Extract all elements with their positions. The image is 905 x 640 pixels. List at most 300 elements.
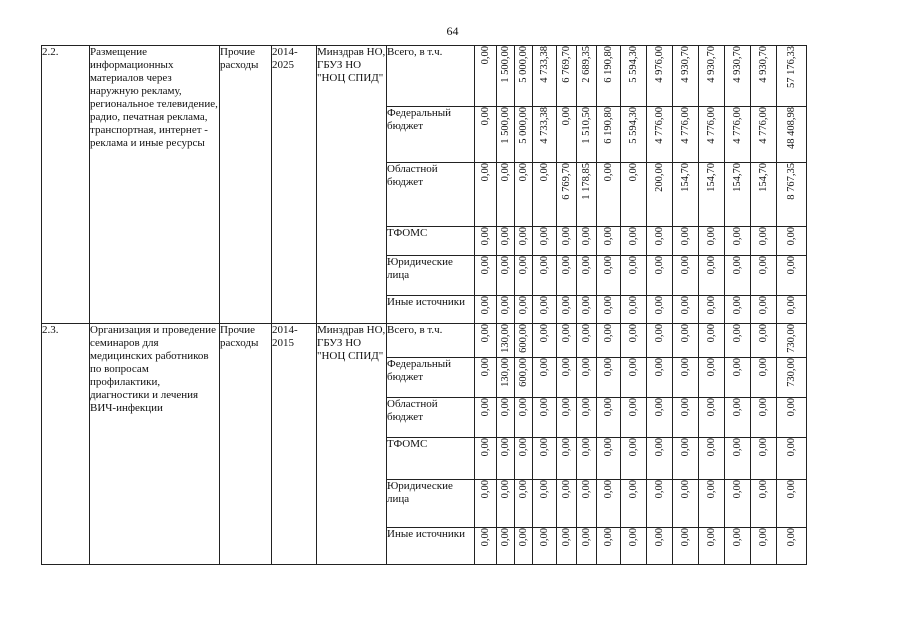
- value-text: 0,00: [680, 528, 691, 547]
- value-cell: [597, 398, 621, 438]
- value-text: 1 500,00: [500, 46, 511, 83]
- value-cell: [597, 227, 621, 256]
- value-text: 4 930,70: [680, 46, 691, 83]
- item-description: Размещение информационных материалов через наружную рекламу, региональное телевидение, радио, печатная реклама, транспортная, интернет - реклама и иные ресурсы: [90, 46, 220, 324]
- value-cell: [725, 528, 751, 565]
- value-text: 0,00: [561, 528, 572, 547]
- funding-source-label: Всего, в т.ч.: [387, 324, 475, 358]
- value-text: 0,00: [732, 324, 743, 343]
- value-cell: [725, 358, 751, 398]
- value-cell: [647, 296, 673, 324]
- value-cell: [475, 480, 497, 528]
- value-cell: [557, 438, 577, 480]
- funding-source-label: ТФОМС: [387, 227, 475, 256]
- table-row: [42, 46, 807, 107]
- value-text: 0,00: [732, 256, 743, 275]
- value-text: 0,00: [603, 227, 614, 246]
- value-text: 0,00: [680, 227, 691, 246]
- value-cell: [597, 358, 621, 398]
- value-text: 0,00: [603, 324, 614, 343]
- value-text: 57 176,33: [786, 46, 797, 88]
- value-cell: [577, 398, 597, 438]
- value-text: 0,00: [539, 163, 550, 182]
- value-cell: [777, 324, 807, 358]
- value-text: 0,00: [500, 398, 511, 417]
- value-text: 4 776,00: [758, 107, 769, 144]
- value-cell: [515, 358, 533, 398]
- value-cell: [557, 296, 577, 324]
- value-cell: [597, 107, 621, 163]
- value-cell: [533, 398, 557, 438]
- value-cell: [577, 256, 597, 296]
- value-cell: [673, 163, 699, 227]
- funding-source-label: Федеральный бюджет: [387, 358, 475, 398]
- value-cell: [577, 438, 597, 480]
- value-text: 48 408,98: [786, 107, 797, 149]
- value-text: 0,00: [654, 358, 665, 377]
- value-cell: [515, 398, 533, 438]
- value-text: 154,70: [732, 163, 743, 192]
- value-text: 0,00: [581, 296, 592, 315]
- value-text: 6 769,70: [561, 163, 572, 200]
- value-text: 0,00: [758, 358, 769, 377]
- value-cell: [699, 358, 725, 398]
- value-text: 4 930,70: [758, 46, 769, 83]
- value-cell: [597, 296, 621, 324]
- value-text: 1 510,50: [581, 107, 592, 144]
- value-cell: [597, 528, 621, 565]
- value-cell: [751, 358, 777, 398]
- value-cell: [557, 163, 577, 227]
- funding-source-label: Юридические лица: [387, 480, 475, 528]
- value-text: 0,00: [561, 227, 572, 246]
- funding-source-label: Иные источники: [387, 528, 475, 565]
- value-cell: [515, 528, 533, 565]
- value-text: 0,00: [732, 296, 743, 315]
- value-text: 0,00: [480, 324, 491, 343]
- value-cell: [475, 256, 497, 296]
- value-cell: [497, 358, 515, 398]
- value-text: 0,00: [603, 358, 614, 377]
- value-text: 0,00: [680, 256, 691, 275]
- value-text: 0,00: [654, 398, 665, 417]
- value-text: 0,00: [758, 256, 769, 275]
- value-text: 0,00: [480, 107, 491, 126]
- value-cell: [557, 324, 577, 358]
- value-text: 200,00: [654, 163, 665, 192]
- value-cell: [673, 398, 699, 438]
- value-cell: [497, 324, 515, 358]
- value-cell: [577, 163, 597, 227]
- value-cell: [533, 163, 557, 227]
- value-cell: [725, 296, 751, 324]
- value-cell: [475, 358, 497, 398]
- value-text: 0,00: [603, 528, 614, 547]
- value-cell: [475, 398, 497, 438]
- value-text: 0,00: [581, 528, 592, 547]
- value-cell: [475, 528, 497, 565]
- value-text: 0,00: [539, 256, 550, 275]
- value-cell: [725, 46, 751, 107]
- value-text: 0,00: [758, 227, 769, 246]
- value-cell: [597, 46, 621, 107]
- value-text: 0,00: [561, 256, 572, 275]
- value-text: 0,00: [480, 296, 491, 315]
- value-text: 0,00: [628, 480, 639, 499]
- value-cell: [515, 46, 533, 107]
- value-text: 130,00: [500, 324, 511, 353]
- value-cell: [515, 163, 533, 227]
- value-text: 0,00: [581, 227, 592, 246]
- value-cell: [597, 438, 621, 480]
- value-text: 0,00: [786, 296, 797, 315]
- value-cell: [621, 358, 647, 398]
- funding-source-label: Юридические лица: [387, 256, 475, 296]
- value-cell: [533, 480, 557, 528]
- value-cell: [673, 256, 699, 296]
- value-text: 0,00: [539, 358, 550, 377]
- value-text: 0,00: [758, 398, 769, 417]
- value-cell: [673, 438, 699, 480]
- value-cell: [699, 296, 725, 324]
- funding-source-label: Областной бюджет: [387, 163, 475, 227]
- value-cell: [621, 480, 647, 528]
- value-cell: [751, 528, 777, 565]
- value-text: 0,00: [603, 480, 614, 499]
- value-cell: [533, 107, 557, 163]
- value-text: 0,00: [539, 398, 550, 417]
- value-text: 0,00: [518, 256, 529, 275]
- value-cell: [577, 480, 597, 528]
- value-cell: [647, 528, 673, 565]
- value-text: 1 500,00: [500, 107, 511, 144]
- value-cell: [475, 296, 497, 324]
- value-text: 0,00: [539, 227, 550, 246]
- value-text: 0,00: [628, 296, 639, 315]
- value-cell: [699, 398, 725, 438]
- value-text: 0,00: [500, 256, 511, 275]
- value-text: 4 776,00: [732, 107, 743, 144]
- value-cell: [621, 46, 647, 107]
- value-text: 0,00: [480, 163, 491, 182]
- value-text: 0,00: [539, 528, 550, 547]
- value-text: 0,00: [581, 438, 592, 457]
- value-text: 0,00: [518, 480, 529, 499]
- value-cell: [497, 227, 515, 256]
- value-text: 0,00: [758, 438, 769, 457]
- value-text: 0,00: [628, 227, 639, 246]
- value-cell: [577, 107, 597, 163]
- value-text: 0,00: [680, 480, 691, 499]
- value-text: 0,00: [500, 163, 511, 182]
- value-text: 0,00: [518, 227, 529, 246]
- value-cell: [673, 480, 699, 528]
- value-text: 0,00: [654, 438, 665, 457]
- value-text: 0,00: [603, 438, 614, 457]
- value-text: 0,00: [628, 528, 639, 547]
- value-text: 0,00: [539, 438, 550, 457]
- value-text: 0,00: [654, 324, 665, 343]
- value-text: 4 733,38: [539, 46, 550, 83]
- value-cell: [475, 227, 497, 256]
- value-text: 0,00: [500, 480, 511, 499]
- value-cell: [577, 324, 597, 358]
- budget-table: [41, 45, 807, 565]
- value-text: 0,00: [561, 296, 572, 315]
- value-text: 0,00: [654, 480, 665, 499]
- value-text: 6 190,80: [603, 107, 614, 144]
- value-cell: [533, 528, 557, 565]
- value-cell: [515, 227, 533, 256]
- value-cell: [475, 163, 497, 227]
- item-executor: Минздрав НО, ГБУЗ НО "НОЦ СПИД": [317, 324, 387, 565]
- value-cell: [577, 46, 597, 107]
- value-text: 0,00: [561, 107, 572, 126]
- value-cell: [597, 480, 621, 528]
- value-cell: [725, 398, 751, 438]
- value-cell: [751, 324, 777, 358]
- funding-source-label: Областной бюджет: [387, 398, 475, 438]
- value-text: 4 976,00: [654, 46, 665, 83]
- value-cell: [497, 398, 515, 438]
- value-cell: [777, 480, 807, 528]
- value-cell: [497, 480, 515, 528]
- value-text: 0,00: [732, 358, 743, 377]
- value-text: 0,00: [732, 398, 743, 417]
- value-cell: [673, 528, 699, 565]
- value-text: 0,00: [628, 256, 639, 275]
- value-text: 0,00: [706, 358, 717, 377]
- value-text: 0,00: [628, 358, 639, 377]
- value-text: 0,00: [561, 438, 572, 457]
- value-cell: [621, 528, 647, 565]
- value-text: 0,00: [628, 398, 639, 417]
- value-text: 0,00: [732, 227, 743, 246]
- value-cell: [621, 398, 647, 438]
- value-cell: [751, 107, 777, 163]
- value-text: 0,00: [480, 227, 491, 246]
- value-cell: [497, 438, 515, 480]
- value-text: 2 689,35: [581, 46, 592, 83]
- value-cell: [557, 227, 577, 256]
- value-cell: [777, 227, 807, 256]
- value-cell: [699, 324, 725, 358]
- value-cell: [777, 358, 807, 398]
- value-cell: [597, 163, 621, 227]
- item-number: 2.3.: [42, 324, 90, 565]
- value-text: 0,00: [518, 163, 529, 182]
- value-text: 0,00: [628, 438, 639, 457]
- value-cell: [557, 256, 577, 296]
- value-cell: [647, 358, 673, 398]
- value-cell: [533, 438, 557, 480]
- value-text: 5 000,00: [518, 107, 529, 144]
- value-text: 0,00: [706, 227, 717, 246]
- value-cell: [475, 438, 497, 480]
- value-text: 0,00: [628, 324, 639, 343]
- value-text: 0,00: [732, 480, 743, 499]
- value-text: 0,00: [603, 398, 614, 417]
- value-text: 4 776,00: [680, 107, 691, 144]
- value-cell: [777, 398, 807, 438]
- value-text: 0,00: [581, 358, 592, 377]
- value-cell: [515, 438, 533, 480]
- value-cell: [647, 324, 673, 358]
- value-text: 6 769,70: [561, 46, 572, 83]
- value-cell: [777, 46, 807, 107]
- value-text: 730,00: [786, 358, 797, 387]
- value-text: 4 776,00: [654, 107, 665, 144]
- value-cell: [557, 528, 577, 565]
- value-cell: [515, 324, 533, 358]
- value-text: 0,00: [518, 438, 529, 457]
- value-cell: [533, 256, 557, 296]
- value-text: 130,00: [500, 358, 511, 387]
- value-cell: [533, 296, 557, 324]
- value-cell: [557, 398, 577, 438]
- value-cell: [673, 227, 699, 256]
- value-text: 0,00: [654, 296, 665, 315]
- value-cell: [497, 296, 515, 324]
- value-cell: [673, 296, 699, 324]
- value-cell: [647, 163, 673, 227]
- value-text: 0,00: [732, 528, 743, 547]
- table-row: [42, 324, 807, 358]
- value-text: 0,00: [706, 528, 717, 547]
- value-cell: [699, 256, 725, 296]
- value-text: 4 930,70: [732, 46, 743, 83]
- value-text: 0,00: [680, 358, 691, 377]
- value-text: 0,00: [654, 256, 665, 275]
- value-cell: [699, 163, 725, 227]
- value-text: 154,70: [706, 163, 717, 192]
- funding-source-label: Федеральный бюджет: [387, 107, 475, 163]
- value-text: 0,00: [500, 528, 511, 547]
- value-text: 0,00: [480, 358, 491, 377]
- value-text: 0,00: [680, 324, 691, 343]
- value-text: 0,00: [581, 398, 592, 417]
- value-cell: [673, 46, 699, 107]
- value-cell: [699, 107, 725, 163]
- value-cell: [515, 480, 533, 528]
- value-text: 0,00: [628, 163, 639, 182]
- value-text: 0,00: [480, 398, 491, 417]
- value-cell: [777, 107, 807, 163]
- value-text: 0,00: [603, 163, 614, 182]
- value-cell: [647, 107, 673, 163]
- value-text: 0,00: [758, 296, 769, 315]
- value-cell: [777, 163, 807, 227]
- value-text: 0,00: [758, 480, 769, 499]
- value-text: 0,00: [480, 438, 491, 457]
- item-executor: Минздрав НО, ГБУЗ НО "НОЦ СПИД": [317, 46, 387, 324]
- value-text: 0,00: [680, 438, 691, 457]
- value-text: 0,00: [518, 528, 529, 547]
- value-cell: [699, 227, 725, 256]
- item-period: 2014-2025: [272, 46, 317, 324]
- value-text: 600,00: [518, 358, 529, 387]
- value-text: 0,00: [706, 438, 717, 457]
- value-cell: [621, 256, 647, 296]
- value-cell: [621, 296, 647, 324]
- value-text: 0,00: [758, 528, 769, 547]
- value-cell: [621, 438, 647, 480]
- value-cell: [621, 324, 647, 358]
- value-cell: [475, 324, 497, 358]
- value-text: 0,00: [500, 438, 511, 457]
- item-period: 2014-2015: [272, 324, 317, 565]
- value-text: 8 767,35: [786, 163, 797, 200]
- value-text: 0,00: [706, 398, 717, 417]
- value-text: 5 000,00: [518, 46, 529, 83]
- value-cell: [751, 163, 777, 227]
- value-cell: [777, 256, 807, 296]
- value-cell: [647, 438, 673, 480]
- value-cell: [673, 358, 699, 398]
- value-cell: [597, 324, 621, 358]
- value-cell: [475, 46, 497, 107]
- value-text: 0,00: [706, 480, 717, 499]
- value-text: 0,00: [786, 227, 797, 246]
- item-expense-type: Прочие расходы: [220, 46, 272, 324]
- value-cell: [751, 46, 777, 107]
- value-text: 600,00: [518, 324, 529, 353]
- value-cell: [557, 358, 577, 398]
- value-text: 0,00: [518, 296, 529, 315]
- value-cell: [699, 528, 725, 565]
- value-text: 0,00: [758, 324, 769, 343]
- value-cell: [725, 324, 751, 358]
- value-cell: [577, 227, 597, 256]
- value-text: 0,00: [786, 398, 797, 417]
- value-text: 0,00: [518, 398, 529, 417]
- value-text: 0,00: [732, 438, 743, 457]
- value-cell: [515, 256, 533, 296]
- value-cell: [751, 227, 777, 256]
- value-text: 0,00: [561, 358, 572, 377]
- value-cell: [751, 438, 777, 480]
- value-text: 4 930,70: [706, 46, 717, 83]
- value-text: 0,00: [500, 296, 511, 315]
- item-expense-type: Прочие расходы: [220, 324, 272, 565]
- value-cell: [699, 438, 725, 480]
- value-cell: [673, 324, 699, 358]
- value-text: 5 594,30: [628, 107, 639, 144]
- value-text: 0,00: [561, 480, 572, 499]
- value-text: 0,00: [786, 480, 797, 499]
- value-text: 0,00: [680, 398, 691, 417]
- value-cell: [751, 480, 777, 528]
- value-cell: [699, 480, 725, 528]
- value-cell: [577, 296, 597, 324]
- value-cell: [497, 107, 515, 163]
- value-cell: [647, 256, 673, 296]
- value-cell: [647, 227, 673, 256]
- value-cell: [533, 46, 557, 107]
- value-cell: [725, 227, 751, 256]
- value-cell: [497, 46, 515, 107]
- value-cell: [621, 107, 647, 163]
- value-text: 0,00: [480, 256, 491, 275]
- value-text: 5 594,30: [628, 46, 639, 83]
- value-cell: [647, 46, 673, 107]
- page-number: 64: [446, 24, 459, 38]
- value-cell: [777, 528, 807, 565]
- funding-source-label: Всего, в т.ч.: [387, 46, 475, 107]
- value-cell: [497, 528, 515, 565]
- value-text: 0,00: [706, 256, 717, 275]
- value-text: 154,70: [758, 163, 769, 192]
